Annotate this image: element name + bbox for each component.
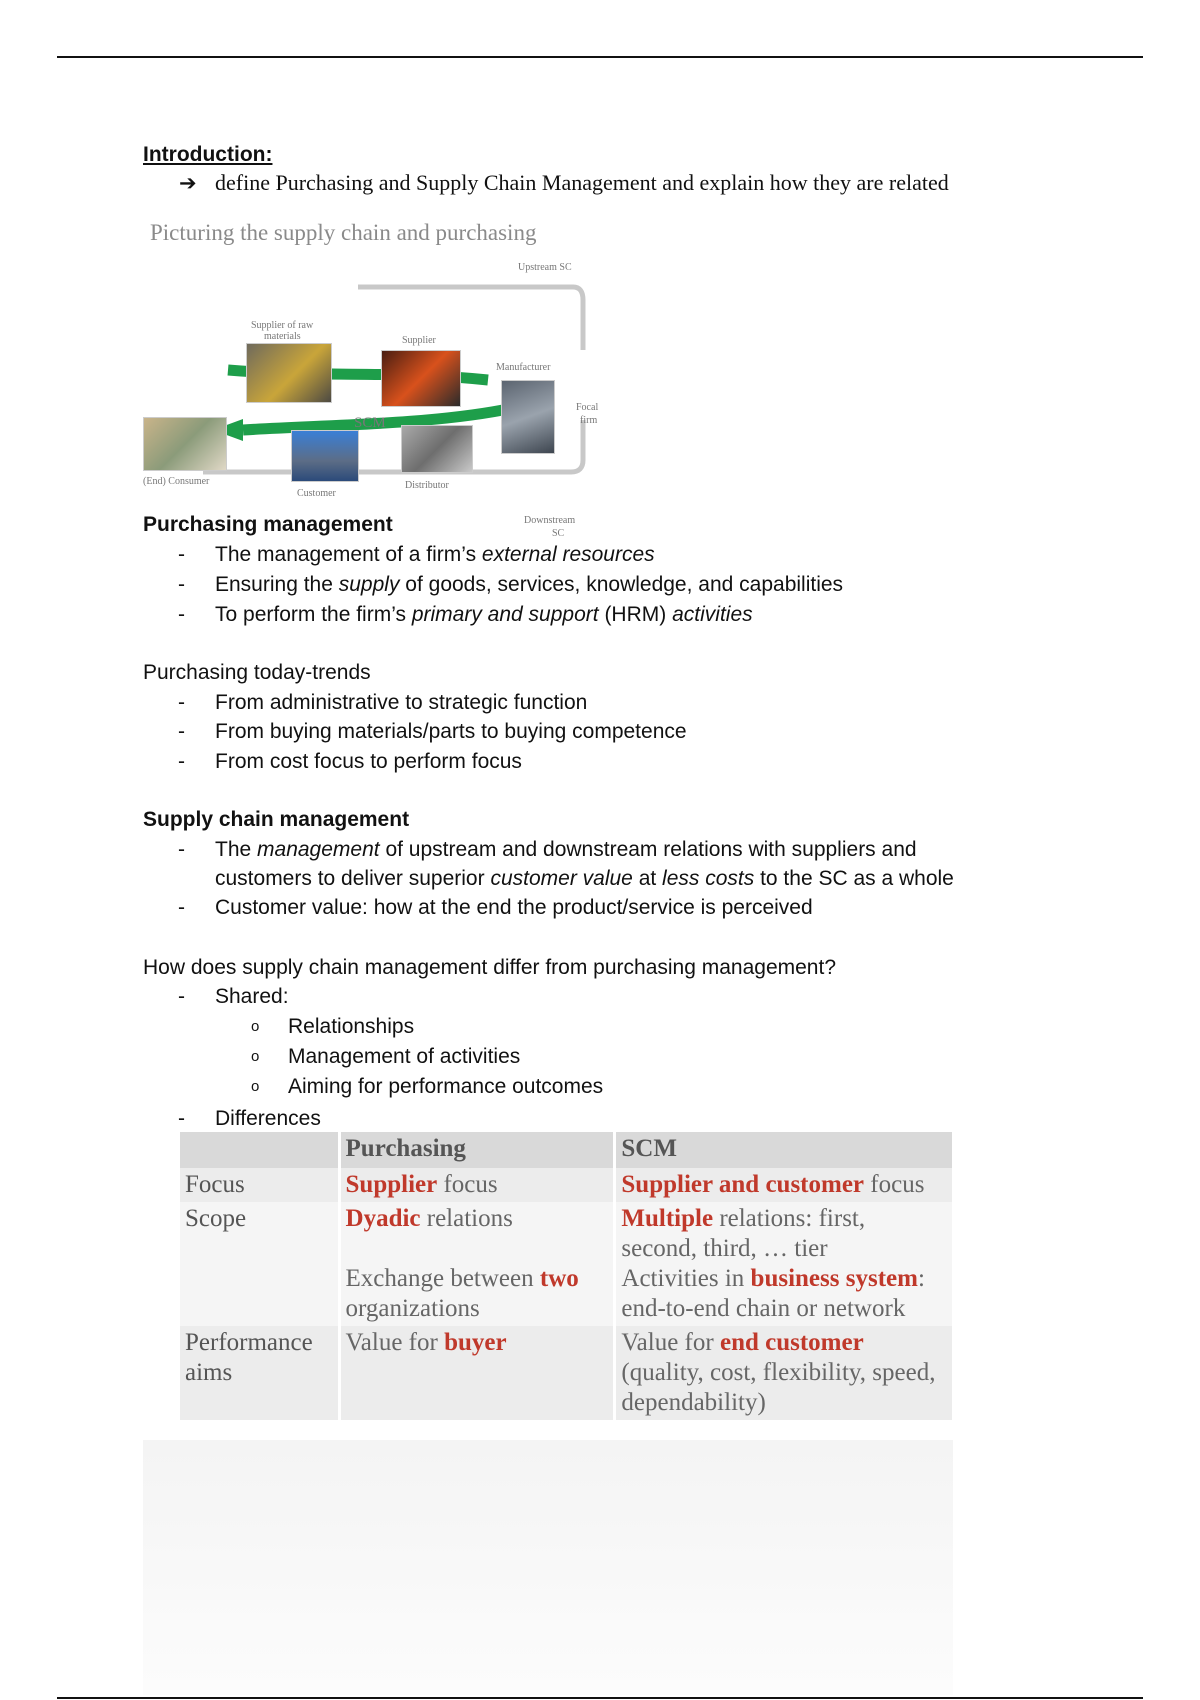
bottom-rule bbox=[57, 1697, 1143, 1699]
table-header-purchasing: Purchasing bbox=[339, 1132, 615, 1168]
table-header-scm: SCM bbox=[615, 1132, 952, 1168]
scm-heading: Supply chain management bbox=[143, 808, 410, 831]
raw-materials-photo bbox=[246, 343, 332, 403]
cell-scm-scope: Multiple relations: first, second, third, … tier Activities in business system: end-to-end chain or network bbox=[615, 1202, 952, 1326]
purchasing-mgmt-heading: Purchasing management bbox=[143, 513, 393, 536]
manufacturer-label: Manufacturer bbox=[496, 362, 551, 373]
distributor-label: Distributor bbox=[405, 480, 449, 491]
trends-heading: Purchasing today-trends bbox=[143, 661, 371, 684]
cell-purchasing-scope: Dyadic relations Exchange between two organizations bbox=[339, 1202, 615, 1326]
row-label-scope: Scope bbox=[180, 1202, 339, 1326]
intro-point: define Purchasing and Supply Chain Management and explain how they are related bbox=[215, 170, 949, 195]
consumer-photo bbox=[143, 417, 227, 471]
cell-purchasing-performance: Value for buyer bbox=[339, 1326, 615, 1420]
diff-question: How does supply chain management differ from purchasing management? bbox=[143, 956, 836, 979]
scm-label: SCM bbox=[354, 415, 386, 431]
top-rule bbox=[57, 56, 1143, 58]
comparison-table bbox=[180, 1132, 952, 1420]
table-row bbox=[180, 1202, 952, 1326]
faded-slide-background bbox=[143, 1440, 953, 1695]
focal-label-2: firm bbox=[580, 415, 598, 426]
raw-supplier-label-1: Supplier of raw bbox=[251, 320, 314, 331]
cell-scm-focus: Supplier and customer focus bbox=[615, 1168, 952, 1202]
raw-supplier-label-2: materials bbox=[264, 331, 301, 342]
table-row bbox=[180, 1168, 952, 1202]
supplier-photo bbox=[381, 350, 461, 407]
intro-heading: Introduction: bbox=[143, 143, 273, 166]
customer-label: Customer bbox=[297, 488, 336, 499]
customer-photo bbox=[291, 430, 359, 482]
row-label-focus: Focus bbox=[180, 1168, 339, 1202]
table-header-empty bbox=[180, 1132, 339, 1168]
manufacturer-photo bbox=[501, 380, 555, 454]
upstream-label: Upstream SC bbox=[518, 262, 572, 273]
figure-title: Picturing the supply chain and purchasing bbox=[150, 220, 537, 245]
supplier-label: Supplier bbox=[402, 335, 436, 346]
row-label-performance: Performance aims bbox=[180, 1326, 339, 1420]
focal-label-1: Focal bbox=[576, 402, 599, 413]
distributor-photo bbox=[401, 425, 473, 473]
downstream-label-1: Downstream bbox=[524, 515, 576, 526]
downstream-label-2: SC bbox=[552, 528, 565, 539]
table-header-row bbox=[180, 1132, 952, 1168]
consumer-label: (End) Consumer bbox=[143, 476, 210, 487]
table-row bbox=[180, 1326, 952, 1420]
upstream-arc bbox=[358, 287, 583, 350]
cell-scm-performance: Value for end customer (quality, cost, flexibility, speed, dependability) bbox=[615, 1326, 952, 1420]
cell-purchasing-focus: Supplier focus bbox=[339, 1168, 615, 1202]
arrow-icon: ➔ bbox=[179, 171, 197, 195]
